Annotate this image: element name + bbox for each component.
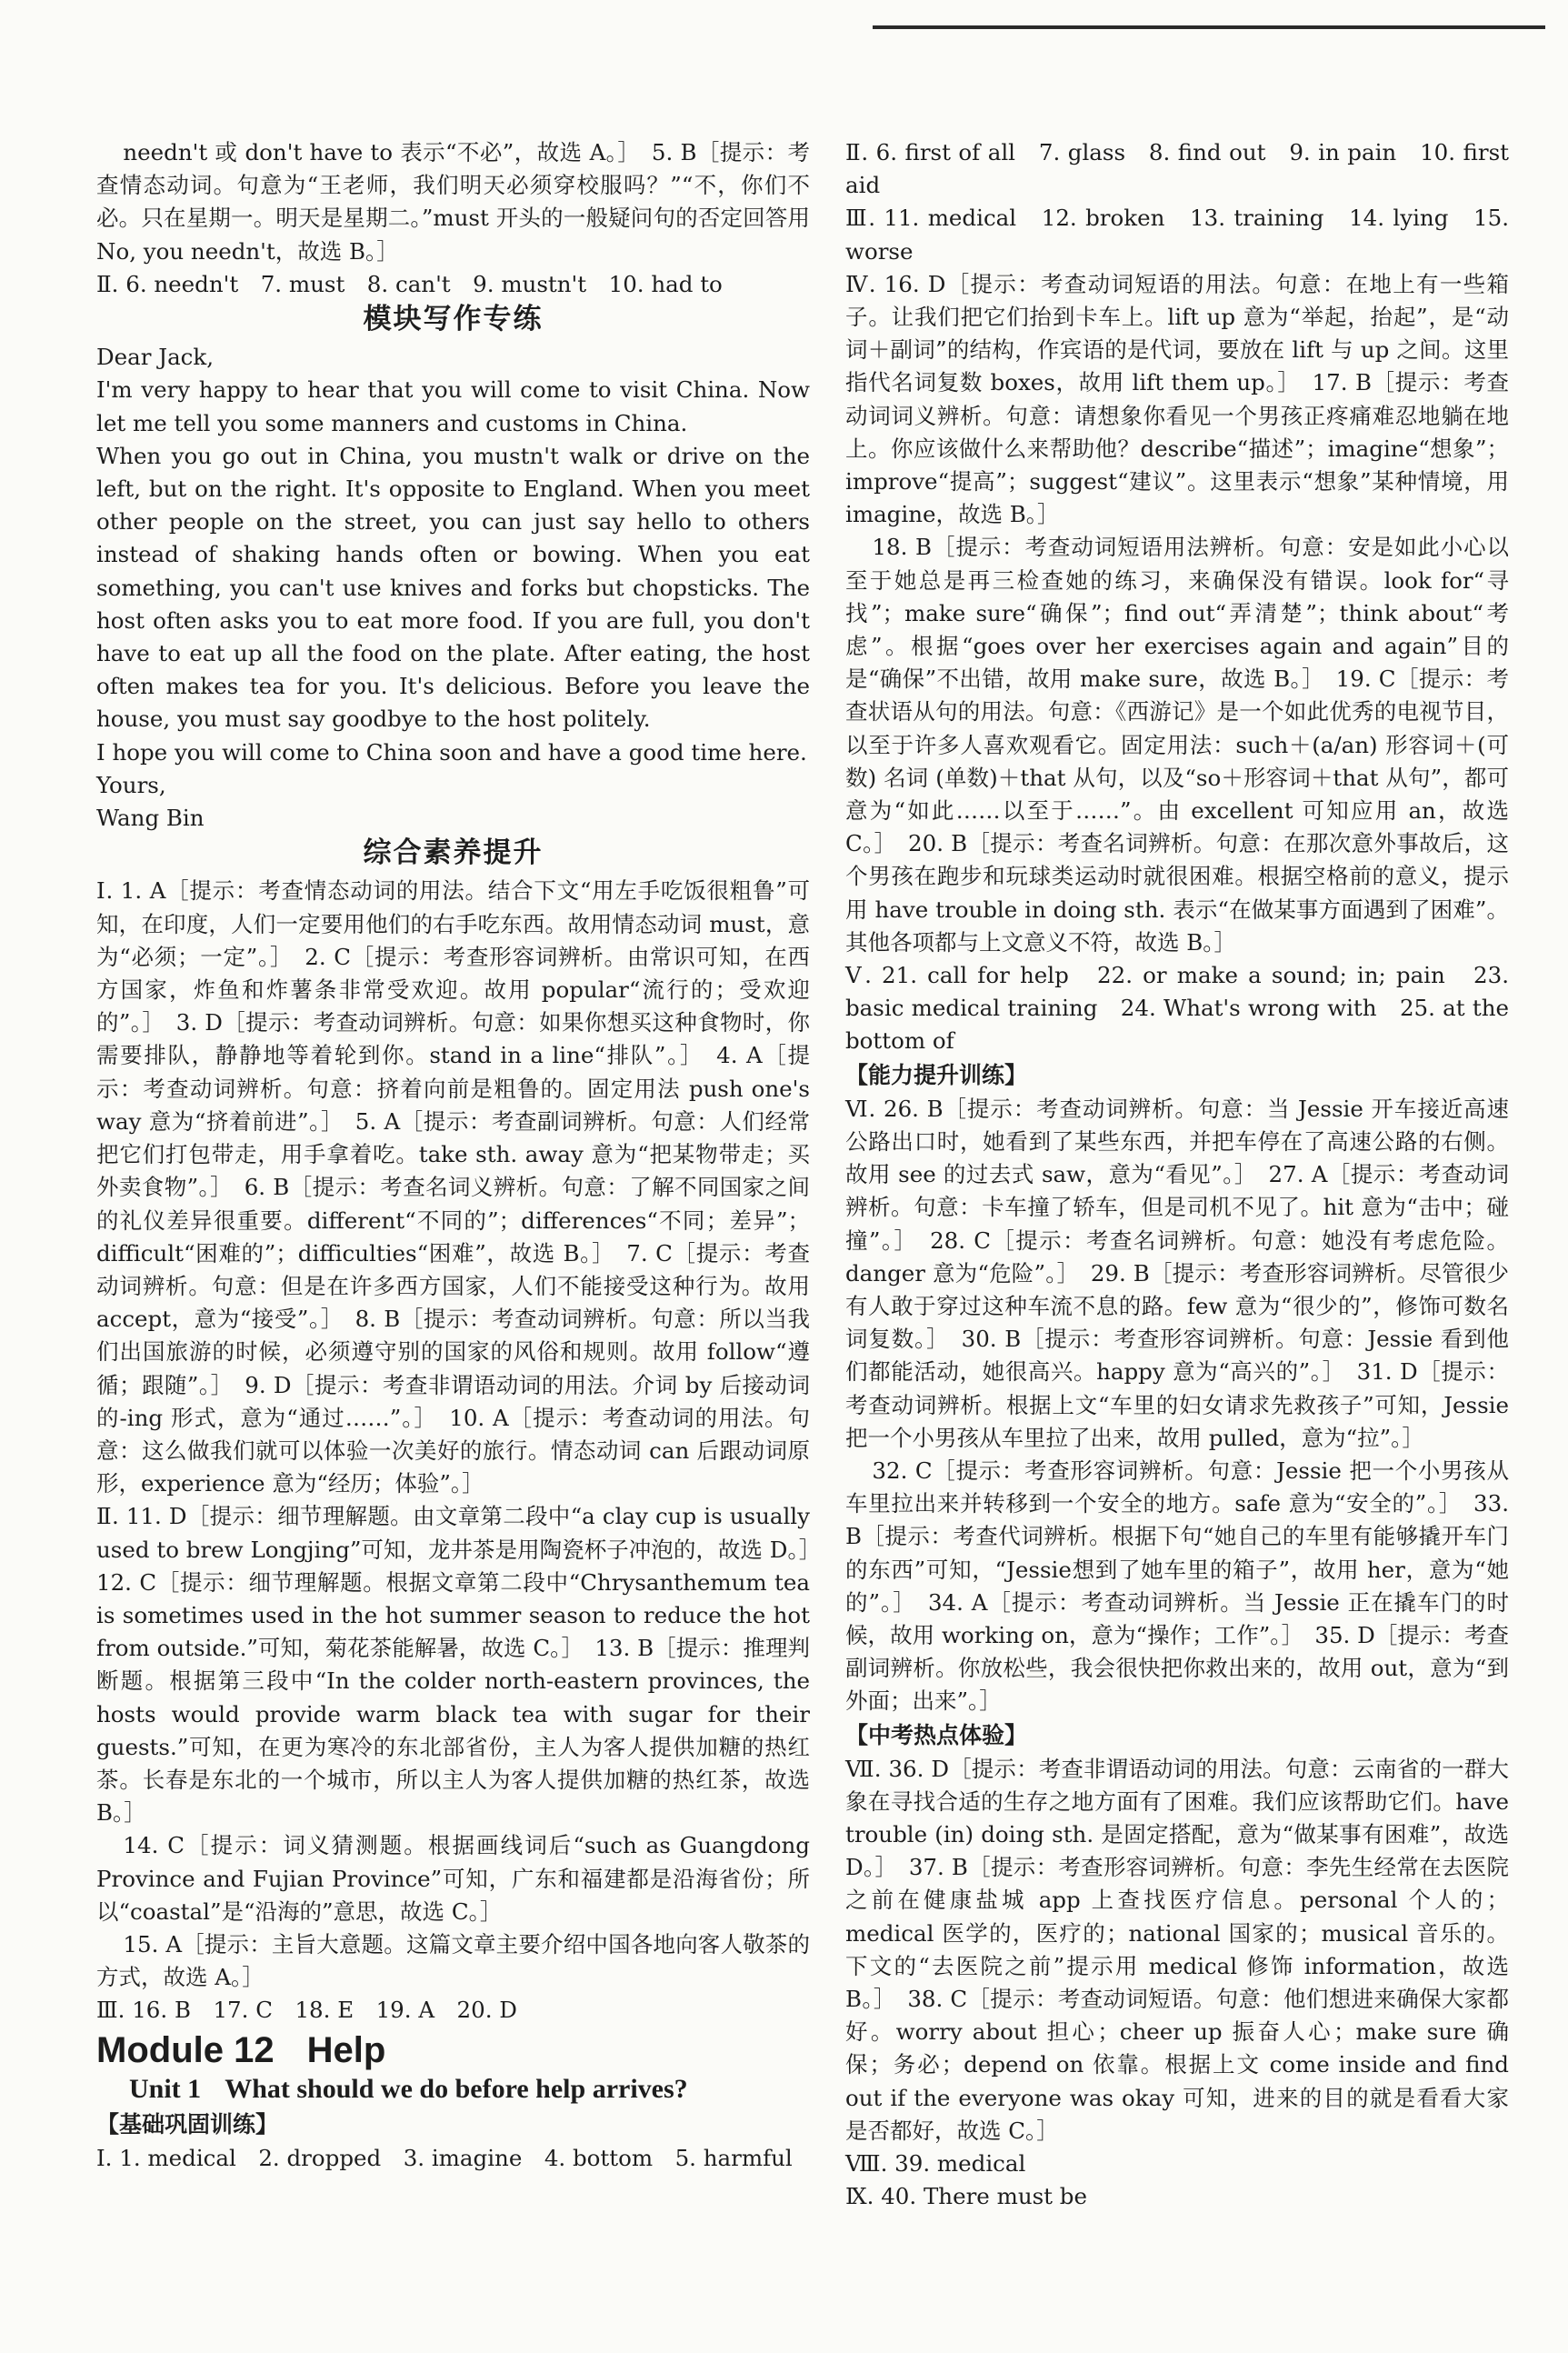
answer-paragraph: Ⅲ. 11. medical 12. broken 13. training 14. lying 15. worse xyxy=(845,205,1509,265)
answer-paragraph: Ⅰ. 1. A［提示：考查情态动词的用法。结合下文“用左手吃饭很粗鲁”可知，在印度，人们一定要用他们的右手吃东西。故用情态动词 must，意为“必须；一定”。］ 2. C［提示：考查形容词辨析。由常识可知，在西方国家，炸鱼和炸薯条非常受欢迎。故用 popular“流行的；受欢迎的”。］ 3. D［提示：考查动词辨析。句意：如果你想买这种食物时，你需要排队，静静地等着轮到你。stand in a line“排队”。］ 4. A［提示：考查动词辨析。句意：挤着向前是粗鲁的。固定用法 push one's way 意为“挤着前进”。］ 5. A［提示：考查副词辨析。句意：人们经常把它们打包带走，用手拿着吃。take sth. away 意为“把某物带走；买外卖食物”。］ 6. B［提示：考查名词义辨析。句意：了解不同国家之间的礼仪差异很重要。different“不同的”；differences“不同；差异”；difficult“困难的”；difficulties“困难”，故选 B。］ 7. C［提示：考查动词辨析。句意：但是在许多西方国家，人们不能接受这种行为。故用 accept，意为“接受”。］ 8. B［提示：考查动词辨析。句意：所以当我们出国旅游的时候，必须遵守别的国家的风俗和规则。故用 follow“遵循；跟随”。］ 9. D［提示：考查非谓语动词的用法。介词 by 后接动词的-ing 形式，意为“通过……”。］ 10. A［提示：考查动词的用法。句意：这么做我们就可以体验一次美好的旅行。情态动词 can 后跟动词原形，experience 意为“经历；体验”。］ xyxy=(96,877,810,1497)
letter-closing: Yours, xyxy=(96,771,166,798)
module-heading xyxy=(96,2029,810,2071)
letter-signature: Wang Bin xyxy=(96,805,205,832)
letter-paragraph: I'm very happy to hear that you will come to visit China. Now let me tell you some manners and customs in China. xyxy=(96,376,810,436)
answer-paragraph: Ⅴ. 21. call for help 22. or make a sound; in; pain 23. basic medical training 24. What's wrong with 25. at the bottom of xyxy=(845,962,1509,1055)
writing-section-title: 模块写作专练 xyxy=(363,303,544,336)
answer-paragraph: Ⅷ. 39. medical xyxy=(845,2149,1026,2177)
answer-paragraph: needn't 或 don't have to 表示“不必”，故选 A。］ 5. B［提示：考查情态动词。句意为“王老师，我们明天必须穿校服吗？”“不，你们不必。只在星期一。明天是星期二。”must 开头的一般疑问句的否定回答用 No, you needn't，故选 B。］ xyxy=(96,139,810,265)
module-label: Module 12 xyxy=(96,2029,275,2070)
answer-paragraph: 18. B［提示：考查动词短语用法辨析。句意：安是如此小心以至于她总是再三检查她的练习，来确保没有错误。look for“寻找”；make sure“确保”；find out“弄清楚”；think about“考虑”。根据“goes over her exercises again and again”目的是“确保”不出错，故用 make sure，故选 B。］ 19. C［提示：考查状语从句的用法。句意：《西游记》是一个如此优秀的电视节目，以至于许多人喜欢观看它。固定用法：such＋(a/an) 形容词＋(可数) 名词 (单数)＋that 从句，以及“so＋形容词＋that 从句”，都可意为“如此……以至于……”。由 excellent 可知应用 an，故选 C。］ 20. B［提示：考查名词辨析。句意：在那次意外事故后，这个男孩在跑步和玩球类运动时就很困难。根据空格前的意义，提示用 have trouble in doing sth. 表示“在做某事方面遇到了困难”。其他各项都与上文意义不符，故选 B。］ xyxy=(845,534,1509,956)
section-label: 【基础巩固训练】 xyxy=(96,2110,279,2138)
comprehensive-section-title: 综合素养提升 xyxy=(363,836,544,870)
right-column xyxy=(845,136,1509,2213)
answer-paragraph: Ⅵ. 26. B［提示：考查动词辨析。句意：当 Jessie 开车接近高速公路出口时，她看到了某些东西，并把车停在了高速公路的右侧。故用 see 的过去式 saw，意为“看见”。］ 27. A［提示：考查动词辨析。句意：卡车撞了轿车，但是司机不见了。hit 意为“击中；碰撞”。］ 28. C［提示：考查名词辨析。句意：她没有考虑危险。danger 意为“危险”。］ 29. B［提示：考查形容词辨析。尽管很少有人敢于穿过这种车流不息的路。few 意为“很少的”，修饰可数名词复数。］ 30. B［提示：考查形容词辨析。句意：Jessie 看到他们都能活动，她很高兴。happy 意为“高兴的”。］ 31. D［提示：考查动词辨析。根据上文“车里的妇女请求先救孩子”可知，Jessie 把一个小男孩从车里拉了出来，故用 pulled，意为“拉”。］ xyxy=(845,1095,1509,1451)
answer-paragraph: Ⅰ. 1. medical 2. dropped 3. imagine 4. bottom 5. harmful xyxy=(96,2144,793,2171)
letter-paragraph: When you go out in China, you mustn't walk or drive on the left, but on the right. It's opposite to England. When you meet other people on the street, you can just say hello to others instead of shaking hands often or bowing. When you eat something, you can't use knives and forks but chopsticks. The host often asks you to eat more food. If you are full, you don't have to eat up all the food on the plate. After eating, the host often makes tea for you. It's delicious. Before you leave the house, you must say goodbye to the host politely. xyxy=(96,442,810,733)
answer-paragraph: Ⅱ. 6. needn't 7. must 8. can't 9. mustn't 10. had to xyxy=(96,270,723,297)
left-column xyxy=(96,136,833,2175)
module-title: Help xyxy=(306,2029,386,2070)
letter-greeting: Dear Jack, xyxy=(96,344,215,371)
answer-paragraph: 32. C［提示：考查形容词辨析。句意：Jessie 把一个小男孩从车里拉出来并转移到一个安全的地方。safe 意为“安全的”。］ 33. B［提示：考查代词辨析。根据下句“她自己的车里有能够撬开车门的东西”可知，“Jessie想到了她车里的箱子”，故用 her，意为“她的”。］ 34. A［提示：考查动词辨析。当 Jessie 正在撬车门的时候，故用 working on，意为“操作；工作”。］ 35. D［提示：考查副词辨析。你放松些，我会很快把你救出来的，故用 out，意为“到外面；出来”。］ xyxy=(845,1457,1509,1715)
letter-paragraph: I hope you will come to China soon and have a good time here. xyxy=(96,738,807,766)
section-label: 【能力提升训练】 xyxy=(845,1061,1028,1088)
sample-letter xyxy=(96,341,810,835)
answer-paragraph: Ⅸ. 40. There must be xyxy=(845,2183,1087,2210)
section-label: 【中考热点体验】 xyxy=(845,1721,1028,1748)
header-rule xyxy=(873,25,1545,29)
unit-label: Unit 1 xyxy=(129,2073,202,2104)
unit-heading xyxy=(129,2071,810,2108)
unit-title: What should we do before help arrives? xyxy=(225,2073,688,2104)
answer-paragraph: 15. A［提示：主旨大意题。这篇文章主要介绍中国各地向客人敬茶的方式，故选 A。］ xyxy=(96,1930,810,1991)
answer-paragraph: Ⅱ. 11. D［提示：细节理解题。由文章第二段中“a clay cup is usually used to brew Longjing”可知，龙井茶是用陶瓷杯子冲泡的，故选 D。］ 12. C［提示：细节理解题。根据文章第二段中“Chrysanthemum tea is sometimes used in the hot summer season to reduce the hot from outside.”可知，菊花茶能解暑，故选 C。］ 13. B［提示：推理判断题。根据第三段中“In the colder north-eastern provinces, the hosts would provide warm black tea with sugar for their guests.”可知，在更为寒冷的东北部省份，主人为客人提供加糖的热红茶。长春是东北的一个城市，所以主人为客人提供加糖的热红茶，故选 B。］ xyxy=(96,1503,833,1827)
answer-paragraph: Ⅶ. 36. D［提示：考查非谓语动词的用法。句意：云南省的一群大象在寻找合适的生存之地方面有了困难。我们应该帮助它们。have trouble (in) doing sth. 是固定搭配，意为“做某事有困难”，故选 D。］ 37. B［提示：考查形容词辨析。句意：李先生经常在去医院之前在健康盐城 app 上查找医疗信息。personal 个人的；medical 医学的，医疗的；national 国家的；musical 音乐的。下文的“去医院之前”提示用 medical 修饰 information，故选 B。］ 38. C［提示：考查动词短语。句意：他们想进来确保大家都好。worry about 担心；cheer up 振奋人心；make sure 确保；务必；depend on 依靠。根据上文 come inside and find out if the everyone was okay 可知，进来的目的就是看看大家是否都好，故选 C。］ xyxy=(845,1755,1509,2144)
answer-paragraph: Ⅳ. 16. D［提示：考查动词短语的用法。句意：在地上有一些箱子。让我们把它们抬到卡车上。lift up 意为“举起，抬起”，是“动词＋副词”的结构，作宾语的是代词，要放在 lift 与 up 之间。这里指代名词复数 boxes，故用 lift them up。］ 17. B［提示：考查动词词义辨析。句意：请想象你看见一个男孩正疼痛难忍地躺在地上。你应该做什么来帮助他？describe“描述”；imagine“想象”；improve“提高”；suggest“建议”。这里表示“想象”某种情境，用 imagine，故选 B。］ xyxy=(845,270,1509,528)
answer-paragraph: Ⅲ. 16. B 17. C 18. E 19. A 20. D xyxy=(96,1997,517,2024)
answer-paragraph: Ⅱ. 6. first of all 7. glass 8. find out 9. in pain 10. first aid xyxy=(845,139,1509,199)
answer-paragraph: 14. C［提示：词义猜测题。根据画线词后“such as Guangdong Province and Fujian Province”可知，广东和福建都是沿海省份；所以“coastal”是“沿海的”意思，故选 C。］ xyxy=(96,1832,810,1925)
